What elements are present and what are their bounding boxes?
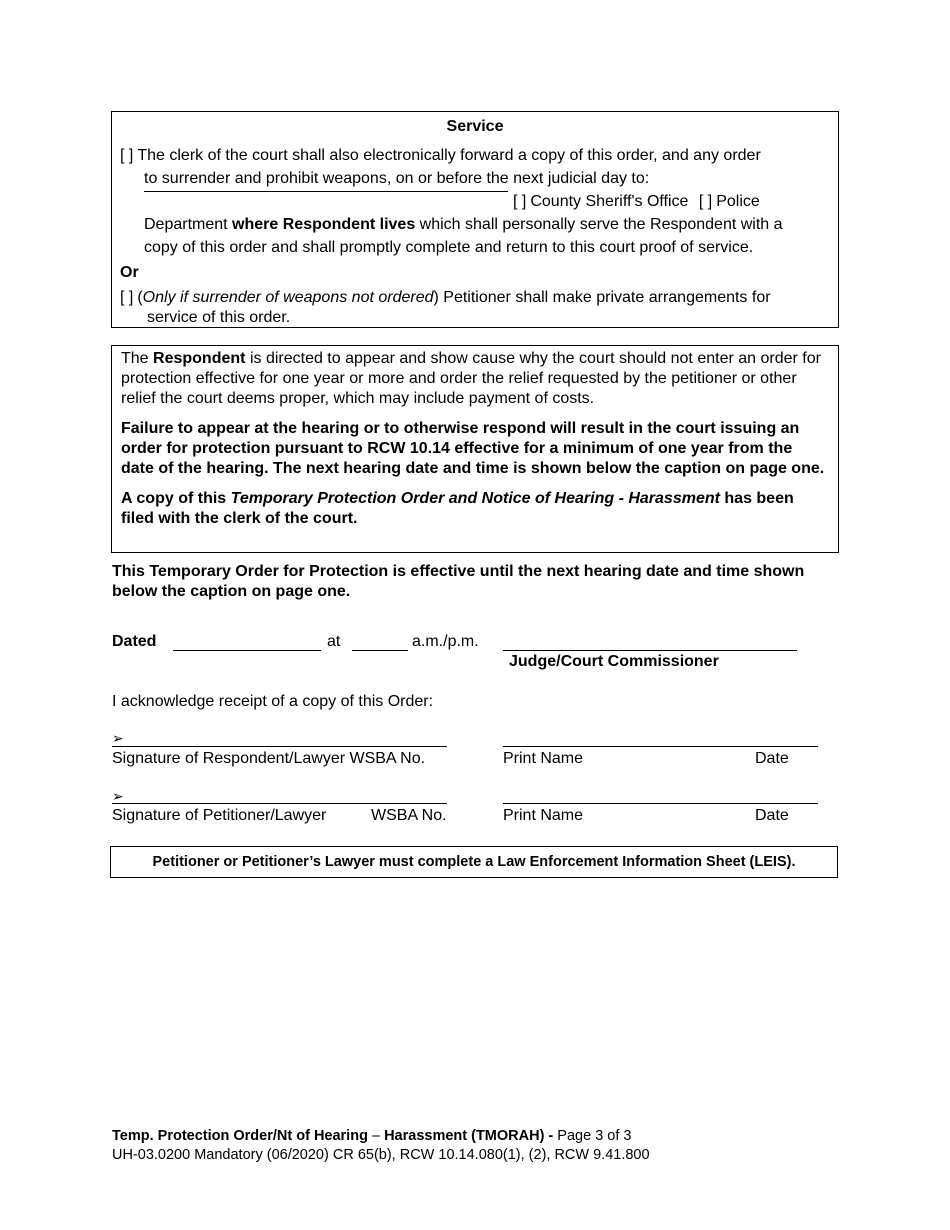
leis-notice: Petitioner or Petitioner’s Lawyer must complete a Law Enforcement Information Sheet (LEIS). <box>110 846 838 878</box>
judge-signature-line[interactable] <box>503 650 797 651</box>
respondent-print-name-line[interactable] <box>503 746 818 747</box>
respondent-signature-line[interactable] <box>112 746 447 747</box>
private-arrangement-checkbox[interactable]: [ ] <box>120 289 134 306</box>
clerk-forward-line1: [ ] The clerk of the court shall also electronically forward a copy of this order, and any order <box>120 147 761 164</box>
judge-label: Judge/Court Commissioner <box>509 653 719 670</box>
acknowledge-receipt: I acknowledge receipt of a copy of this Order: <box>112 693 434 710</box>
police-label: Police <box>716 193 760 210</box>
effective-notice: This Temporary Order for Protection is effective until the next hearing date and time shown below the caption on page one. <box>112 563 805 600</box>
agency-options <box>513 193 760 211</box>
private-arrangement-line2: service of this order. <box>147 309 291 326</box>
page-number: Page 3 of 3 <box>557 1128 632 1144</box>
arrow-icon: ➢ <box>112 730 124 746</box>
service-title: Service <box>446 118 504 135</box>
respondent-signature-label: Signature of Respondent/Lawyer WSBA No. <box>112 750 426 767</box>
date-field[interactable] <box>173 650 321 651</box>
private-arrangement-line1: [ ] (Only if surrender of weapons not ordered) Petitioner shall make private arrangements for <box>120 289 771 306</box>
ampm-label: a.m./p.m. <box>412 633 479 650</box>
time-field[interactable] <box>352 650 408 651</box>
department-line: Department where Respondent lives which shall personally serve the Respondent with a <box>144 216 783 233</box>
respondent-notice-box <box>111 345 839 553</box>
show-cause-paragraph: The Respondent is directed to appear and show cause why the court should not enter an order for protection effective for one year or more and order the relief requested by the petitioner or other relief the court deems proper, which may include payment of costs. <box>121 350 821 407</box>
county-sheriff-label: County Sheriff's Office <box>530 193 689 210</box>
footer-title: Temp. Protection Order/Nt of Hearing – Harassment (TMORAH) - Page 3 of 3 <box>112 1128 632 1144</box>
filed-copy-paragraph: A copy of this Temporary Protection Order and Notice of Hearing - Harassment has been filed with the clerk of the court. <box>121 490 794 527</box>
petitioner-signature-label: Signature of Petitioner/Lawyer <box>112 807 327 824</box>
proof-of-service-line: copy of this order and shall promptly complete and return to this court proof of service. <box>144 239 754 256</box>
petitioner-date-label: Date <box>755 807 789 824</box>
service-box <box>111 111 839 328</box>
failure-to-appear-paragraph: Failure to appear at the hearing or to otherwise respond will result in the court issuing an order for protection pursuant to RCW 10.14 effective for a minimum of one year from the date of the hearing. The next hearing date and time is shown below the caption on page one. <box>121 420 825 477</box>
petitioner-print-name-label: Print Name <box>503 807 584 824</box>
clerk-forward-checkbox[interactable]: [ ] <box>120 147 134 164</box>
petitioner-wsba-label: WSBA No. <box>371 807 447 824</box>
county-sheriff-checkbox[interactable]: [ ] <box>513 193 527 210</box>
agency-name-field[interactable] <box>144 191 508 192</box>
petitioner-print-name-line[interactable] <box>503 803 818 804</box>
arrow-icon: ➢ <box>112 788 124 804</box>
at-label: at <box>327 633 341 650</box>
respondent-print-name-label: Print Name <box>503 750 584 767</box>
petitioner-signature-line[interactable] <box>112 803 447 804</box>
footer-form-id: UH-03.0200 Mandatory (06/2020) CR 65(b), RCW 10.14.080(1), (2), RCW 9.41.800 <box>112 1147 650 1163</box>
clerk-forward-line2: to surrender and prohibit weapons, on or before the next judicial day to: <box>144 170 650 187</box>
dated-label: Dated <box>112 633 157 650</box>
or-label: Or <box>120 264 139 281</box>
police-checkbox[interactable]: [ ] <box>698 193 713 210</box>
respondent-date-label: Date <box>755 750 789 767</box>
